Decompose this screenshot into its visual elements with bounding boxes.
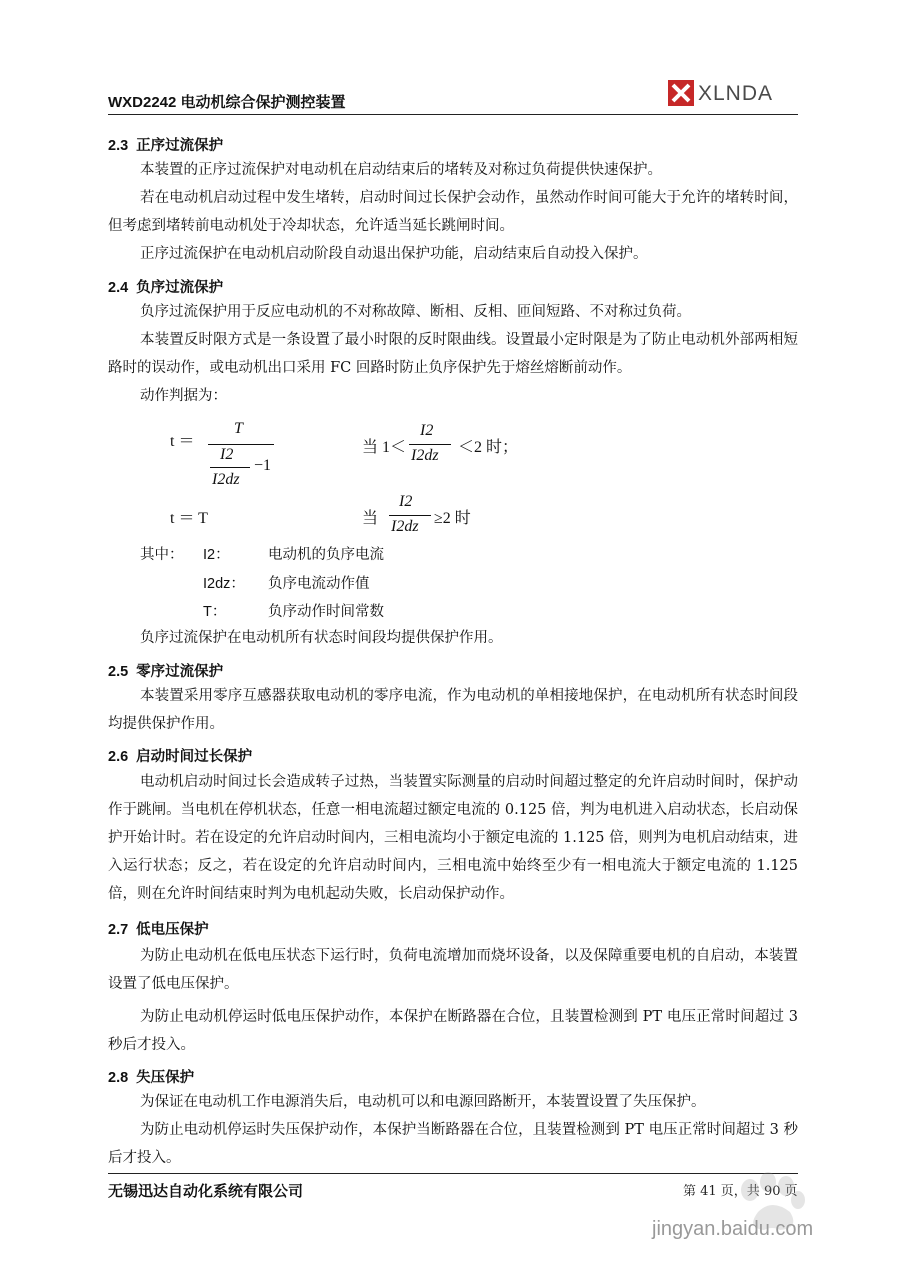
formula-inner-fraction-bar <box>210 467 250 468</box>
formula-main-fraction-bar <box>208 444 274 445</box>
paragraph: 为防止电动机停运时失压保护动作，本保护当断路器在合位，且装置检测到 PT 电压正常时间超过 3 秒后才投入。 <box>108 1122 798 1166</box>
formula-cond2-prefix: 当 <box>362 510 379 527</box>
watermark-text: jingyan.baidu.com <box>652 1218 814 1240</box>
section-heading: 2.8 失压保护 <box>108 1070 195 1086</box>
formula-cond1-prefix: 当 1＜ <box>362 439 407 456</box>
formula-cond1-suffix: ＜2 时； <box>458 439 519 456</box>
where-description: 负序动作时间常数 <box>268 604 384 620</box>
where-symbol: I2dz： <box>203 576 245 592</box>
formula-numerator-T: T <box>234 420 243 437</box>
paragraph: 正序过流保护在电动机启动阶段自动退出保护功能，启动结束后自动投入保护。 <box>140 246 648 262</box>
logo-text: XLNDA <box>698 82 774 105</box>
where-label: 其中： <box>140 547 184 563</box>
where-symbol: I2： <box>203 547 230 563</box>
formula-cond2-denominator: I2dz <box>391 518 419 535</box>
formula-cond1-denominator: I2dz <box>411 447 439 464</box>
formula-inner-denominator: I2dz <box>212 471 240 488</box>
header-divider <box>108 114 798 115</box>
company-logo <box>668 80 808 106</box>
footer-page-number: 第 41 页，共 90 页 <box>683 1184 798 1199</box>
paragraph: 本装置采用零序互感器获取电动机的零序电流，作为电动机的单相接地保护，在电动机所有状态时间段均提供保护作用。 <box>108 688 798 732</box>
header-title: WXD2242 电动机综合保护测控装置 <box>108 94 346 111</box>
section-heading: 2.6 启动时间过长保护 <box>108 749 253 765</box>
formula-cond2-suffix: ≥2 时 <box>434 510 471 527</box>
footer-company: 无锡迅达自动化系统有限公司 <box>108 1183 304 1200</box>
section-heading: 2.7 低电压保护 <box>108 922 209 938</box>
paragraph: 本装置反时限方式是一条设置了最小时限的反时限曲线。设置最小定时限是为了防止电动机外部两相短路时的误动作，或电动机出口采用 FC 回路时防止负序保护先于熔丝熔断前动作。 <box>108 332 798 376</box>
formula-inner-numerator: I2 <box>220 446 234 463</box>
section-heading: 2.5 零序过流保护 <box>108 664 224 680</box>
paragraph: 本装置的正序过流保护对电动机在启动结束后的堵转及对称过负荷提供快速保护。 <box>140 162 662 178</box>
paragraph: 若在电动机启动过程中发生堵转，启动时间过长保护会动作，虽然动作时间可能大于允许的堵转时间，但考虑到堵转前电动机处于冷却状态，允许适当延长跳闸时间。 <box>108 190 798 234</box>
paragraph: 负序过流保护在电动机所有状态时间段均提供保护作用。 <box>140 630 503 646</box>
formula-t-equals: t ＝ <box>170 433 195 450</box>
paragraph: 电动机启动时间过长会造成转子过热，当装置实际测量的启动时间超过整定的允许启动时间时，保护动作于跳闸。当电机在停机状态，任意一相电流超过额定电流的 0.125 倍，判为电机进入启动状态，长启动保护开始计时。若在设定的允许启动时间内，三相电流均小于额定电流的 1.125 倍，则判为电机启动结束，进入运行状态；反之，若在设定的允许启动时间内，三相电流中始终至少有一相电流大于额定电流的 1.125 倍，则在允许时间结束时判为电机起动失败，长启动保护动作。 <box>108 774 798 902</box>
formula-cond2-bar <box>389 515 431 516</box>
paragraph: 动作判据为： <box>140 388 227 404</box>
formula-cond1-bar <box>409 444 451 445</box>
where-symbol: T： <box>203 604 227 620</box>
formula-minus-one: −1 <box>254 457 272 474</box>
logo-mark-icon <box>668 80 694 106</box>
section-heading: 2.4 负序过流保护 <box>108 280 224 296</box>
paragraph: 为防止电动机停运时低电压保护动作，本保护在断路器在合位，且装置检测到 PT 电压正常时间超过 3 秒后才投入。 <box>108 1009 798 1053</box>
paragraph: 为保证在电动机工作电源消失后，电动机可以和电源回路断开，本装置设置了失压保护。 <box>140 1094 706 1110</box>
paragraph: 负序过流保护用于反应电动机的不对称故障、断相、反相、匝间短路、不对称过负荷。 <box>140 304 691 320</box>
formula-cond2-numerator: I2 <box>399 493 413 510</box>
formula-t-equals-T: t ＝ T <box>170 510 208 527</box>
paragraph: 为防止电动机在低电压状态下运行时，负荷电流增加而烧坏设备，以及保障重要电机的自启动，本装置设置了低电压保护。 <box>108 948 798 992</box>
where-description: 负序电流动作值 <box>268 576 370 592</box>
where-description: 电动机的负序电流 <box>268 547 384 563</box>
formula-cond1-numerator: I2 <box>420 422 434 439</box>
section-heading: 2.3 正序过流保护 <box>108 138 224 154</box>
